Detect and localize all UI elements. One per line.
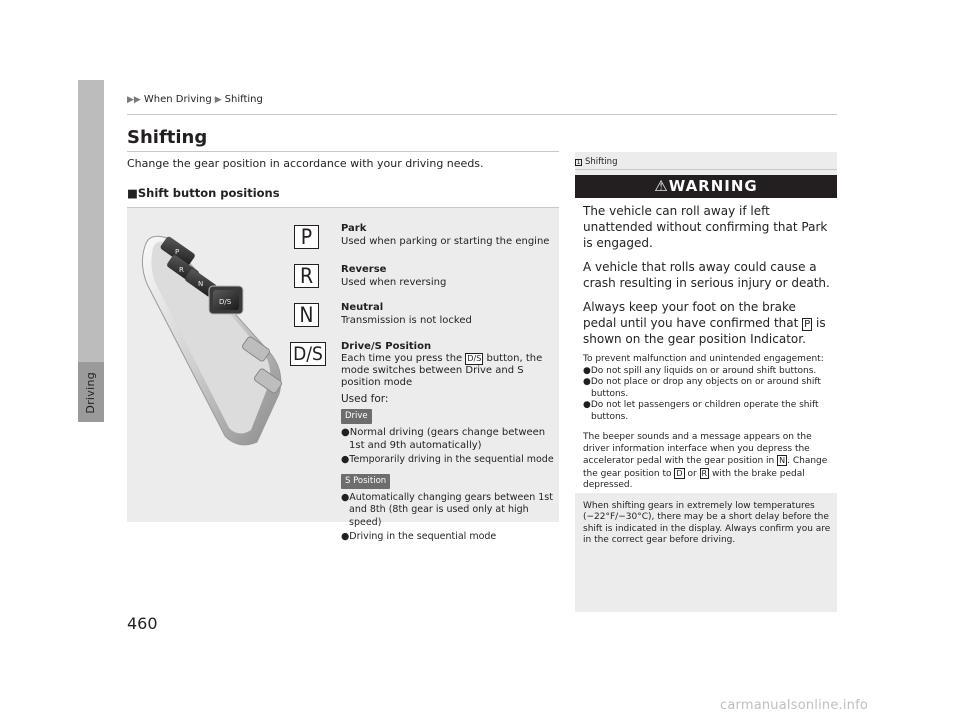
note-1-text: To prevent malfunction and unintended engagement: xyxy=(583,354,824,364)
chapter-tab-label: Driving xyxy=(84,372,97,414)
shift-console-illustration xyxy=(139,224,289,449)
park-description xyxy=(341,222,549,248)
reference-icon: 1 xyxy=(576,158,581,166)
neutral-text: Transmission is not locked xyxy=(341,315,472,326)
svg-text:N: N xyxy=(198,280,204,288)
header-divider xyxy=(127,114,837,115)
warning-body xyxy=(583,203,833,355)
breadcrumb-item-shifting[interactable]: Shifting xyxy=(224,94,263,105)
note-1-bullet-3: ●Do not let passengers or children operate the shift buttons. xyxy=(583,400,819,422)
side-note-panel xyxy=(575,152,837,612)
drive-bullet-2: ●Temporarily driving in the sequential mode xyxy=(341,454,554,465)
page-number: 460 xyxy=(127,614,158,633)
drive-s-text-pre: Each time you press the xyxy=(341,353,463,364)
s-position-tag: S Position xyxy=(341,474,390,489)
drive-s-inline-key: D/S xyxy=(467,354,482,363)
park-inline-key: P xyxy=(804,319,811,330)
drive-s-key-icon: D/S xyxy=(290,342,326,366)
used-for-label: Used for: xyxy=(341,393,389,405)
breadcrumb-arrow-icon: ▶ xyxy=(214,94,222,105)
shift-button-figure xyxy=(127,207,559,542)
drive-mode-tag: Drive xyxy=(341,409,372,424)
page-title: Shifting xyxy=(127,127,208,148)
warning-header: ⚠WARNING xyxy=(575,175,837,198)
warning-text-3 xyxy=(583,299,833,347)
park-title: Park xyxy=(341,223,367,234)
drive-inline-key: D xyxy=(676,468,683,478)
notes-section xyxy=(583,354,833,556)
note-2-pre: The beeper sounds and a message appears on the driver information interface when you depress the accelerator pedal with the gear position in xyxy=(583,432,812,466)
svg-text:D/S: D/S xyxy=(219,298,232,306)
breadcrumb-arrow-icon: ▶▶ xyxy=(127,94,141,105)
warning-text-2: A vehicle that rolls away could cause a crash resulting in serious injury or death. xyxy=(583,260,830,290)
intro-text: Change the gear position in accordance with your driving needs. xyxy=(127,157,484,170)
neutral-description xyxy=(341,301,472,327)
drive-bullet-1: ●Normal driving (gears change between 1st and 9th automatically) xyxy=(341,427,546,451)
breadcrumb-item-when-driving[interactable]: When Driving xyxy=(143,94,212,105)
drive-s-text-post: button, the mode switches between Drive and S position mode xyxy=(341,353,543,388)
note-3: When shifting gears in extremely low temperatures (−22°F/−30°C), there may be a short delay before the shift is indicated in the display. Always confirm you are in the correct gear before driving. xyxy=(583,500,831,545)
panel-divider xyxy=(575,169,837,170)
reverse-text: Used when reversing xyxy=(341,277,447,288)
chapter-tab xyxy=(78,80,104,362)
neutral-key-icon: N xyxy=(294,303,319,327)
reverse-inline-key: R xyxy=(701,468,708,478)
reverse-title: Reverse xyxy=(341,264,387,275)
note-1 xyxy=(583,354,833,423)
drive-s-title: Drive/S Position xyxy=(341,341,432,352)
warning-text-3-pre: Always keep your foot on the brake pedal until you have confirmed that xyxy=(583,300,799,330)
warning-text-1: The vehicle can roll away if left unattended without confirming that Park is engaged. xyxy=(583,204,828,250)
note-1-bullet-1: ●Do not spill any liquids on or around shift buttons. xyxy=(583,365,817,376)
note-2-mid: . Change the gear position to xyxy=(583,456,828,479)
svg-text:P: P xyxy=(175,248,180,256)
section-heading: ■Shift button positions xyxy=(127,186,280,200)
reverse-key-icon: R xyxy=(294,264,319,288)
watermark: carmanualsonline.info xyxy=(720,698,869,713)
panel-heading-text: Shifting xyxy=(585,157,618,167)
park-key-icon: P xyxy=(294,225,319,249)
note-2-or: or xyxy=(687,468,697,479)
s-bullet-2: ●Driving in the sequential mode xyxy=(341,531,497,542)
panel-heading xyxy=(575,157,617,167)
neutral-inline-key: N xyxy=(779,456,786,465)
neutral-title: Neutral xyxy=(341,302,384,313)
drive-s-description xyxy=(341,340,555,544)
drive-s-text xyxy=(341,353,555,389)
park-text: Used when parking or starting the engine xyxy=(341,236,550,247)
reverse-description xyxy=(341,263,446,289)
note-2 xyxy=(583,432,833,492)
note-1-bullet-2: ●Do not place or drop any objects on or around shift buttons. xyxy=(583,377,821,399)
warning-text-3-post: is shown on the gear position Indicator. xyxy=(583,316,826,346)
breadcrumb xyxy=(127,94,263,105)
note-2-post: with the brake pedal depressed. xyxy=(583,468,805,490)
s-bullet-1: ●Automatically changing gears between 1st and 8th (8th gear is used only at high speed) xyxy=(341,491,553,528)
svg-text:R: R xyxy=(179,266,184,274)
title-divider xyxy=(127,151,559,152)
